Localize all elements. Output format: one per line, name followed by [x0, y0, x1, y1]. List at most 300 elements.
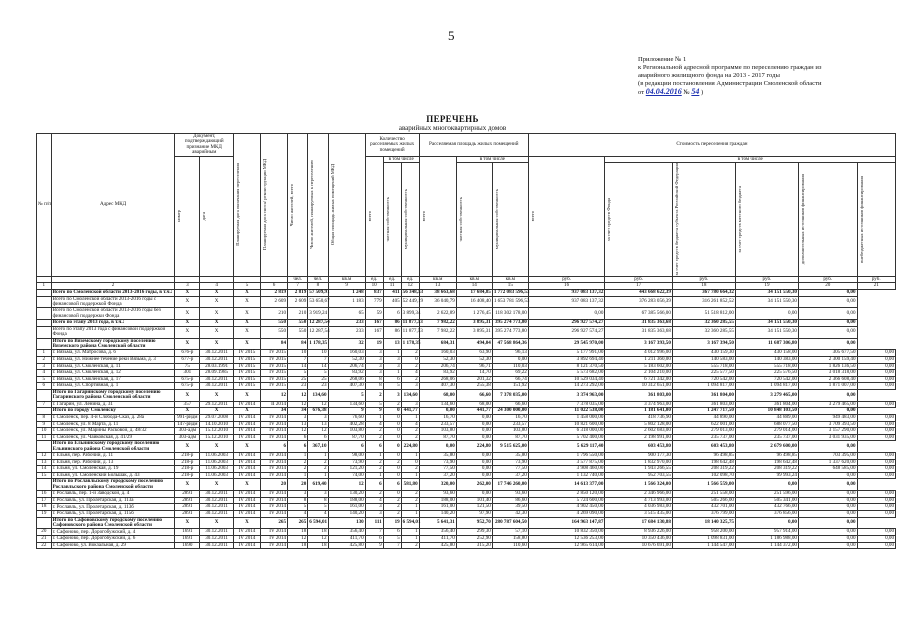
- table-cell: 224,80: [456, 441, 492, 453]
- table-cell: 320,00: [419, 479, 456, 491]
- column-number-cell: 1: [37, 283, 52, 290]
- table-cell: X: [233, 441, 260, 453]
- table-cell: 8: [37, 414, 52, 421]
- table-cell: 3: [401, 401, 419, 408]
- table-cell: 198 642,48: [672, 459, 735, 466]
- table-cell: 0,00: [456, 414, 492, 421]
- table-cell: 1: [401, 511, 419, 518]
- table-cell: 3 577 875,00: [528, 459, 605, 466]
- address-cell: г. Ельня, ул. Смоленская, д. 19: [51, 466, 175, 473]
- table-cell: 3: [365, 504, 383, 511]
- table-cell: 12 287,54: [308, 326, 328, 338]
- table-cell: 14 273 292,00: [528, 383, 605, 390]
- table-cell: 6: [383, 376, 401, 383]
- table-cell: 356,40: [328, 529, 365, 536]
- table-cell: 2: [401, 434, 419, 441]
- table-cell: 99 993,24: [735, 472, 798, 479]
- address-cell: Итого по Сафоновскому городскому поселению Сафоновского района Смоленской области: [51, 517, 175, 529]
- address-cell: г. Сафоново, пер. Дорогобужский, д. 6: [51, 536, 175, 543]
- table-cell: 3: [365, 350, 383, 357]
- table-cell: 6: [383, 529, 401, 536]
- table-cell: 357: [175, 401, 200, 408]
- address-cell: г. Вязьма, ул. Матросова, д. 6: [51, 350, 175, 357]
- table-cell: 0,00: [798, 497, 857, 504]
- table-cell: 1 796 550,00: [528, 453, 605, 460]
- table-cell: IV 2015: [261, 383, 288, 390]
- table-cell: IV 2014: [233, 453, 260, 460]
- table-cell: 24 300 000,00: [492, 408, 528, 415]
- address-cell: г. Рославль, ул. Пролетарская, д. 115б: [51, 511, 175, 518]
- table-cell: 96,71: [456, 363, 492, 370]
- table-cell: 3 279 465,00: [798, 401, 857, 408]
- table-cell: [37, 289, 52, 296]
- table-cell: 84: [261, 338, 288, 350]
- table-cell: 18: [37, 504, 52, 511]
- table-cell: 10 821 600,00: [528, 421, 605, 428]
- appendix-line-5: [638, 88, 900, 97]
- table-cell: 36 040,79: [419, 296, 456, 308]
- table-cell: 21: [37, 536, 52, 543]
- table-cell: 316 261 852,52: [672, 296, 735, 308]
- table-cell: 2: [401, 491, 419, 498]
- table-row: [37, 466, 896, 473]
- header-area-private: частная собственность: [456, 163, 492, 277]
- table-cell: 411: [383, 289, 401, 296]
- table-cell: [37, 441, 52, 453]
- table-cell: 1: [401, 472, 419, 479]
- table-row: [37, 421, 896, 428]
- table-cell: 7: [308, 356, 328, 363]
- table-cell: 206,74: [328, 363, 365, 370]
- table-cell: 32 360 285,55: [672, 320, 735, 327]
- table-cell: 2: [365, 459, 383, 466]
- column-number-cell: 7: [288, 283, 308, 290]
- appendix-number: 54: [691, 87, 700, 97]
- table-cell: IV 2014: [233, 466, 260, 473]
- table-cell: 3: [308, 414, 328, 421]
- table-cell: 1 183: [328, 296, 365, 308]
- table-cell: 10: [288, 350, 308, 357]
- table-cell: IV 2014: [261, 421, 288, 428]
- table-cell: 20: [37, 529, 52, 536]
- table-cell: 235 737,00: [672, 434, 735, 441]
- table-cell: 19: [383, 517, 401, 529]
- appendix-date: 04.04.2016: [645, 87, 682, 97]
- table-cell: 305 677,50: [798, 350, 857, 357]
- table-cell: 73,90: [492, 459, 528, 466]
- table-cell: 74,00: [328, 472, 365, 479]
- table-cell: 8 936 226,00: [605, 529, 673, 536]
- table-cell: 2 850 120,00: [528, 491, 605, 498]
- table-cell: IV 2015: [233, 350, 260, 357]
- table-cell: 210: [261, 308, 288, 320]
- header-qty-municipal: муниципальная собственность: [401, 163, 419, 277]
- table-cell: 299,30: [456, 529, 492, 536]
- table-cell: 1 186 988,00: [735, 536, 798, 543]
- table-cell: 361 804,00: [735, 401, 798, 408]
- table-cell: 3 018 318,00: [798, 370, 857, 377]
- table-cell: 958 200,00: [672, 529, 735, 536]
- table-cell: 622 001,00: [672, 421, 735, 428]
- table-cell: 1691: [175, 529, 200, 536]
- table-cell: 10 832 350,00: [528, 529, 605, 536]
- table-cell: 12 287,54: [309, 319, 330, 326]
- table-cell: 0: [383, 408, 401, 415]
- table-cell: 505 341,00: [735, 497, 798, 504]
- table-cell: 134,60: [401, 389, 419, 401]
- address-cell: г. Вязьма, ул. Нижнее течение реки Вязьма, д. 3: [51, 356, 175, 363]
- summary-row: [37, 389, 896, 401]
- table-cell: 22: [37, 542, 52, 549]
- table-cell: 16 408,40: [456, 296, 492, 308]
- table-cell: 265: [261, 517, 288, 529]
- table-cell: 5 641,31: [419, 517, 456, 529]
- table-cell: 68,00: [419, 389, 456, 401]
- address-cell: Всего по этапу 2013 года с финансовой поддержкой Фонда: [51, 326, 175, 338]
- address-cell: г. Смоленск, ул. Чайковская, д. 41/29: [51, 434, 175, 441]
- table-cell: 68,00: [456, 401, 492, 408]
- table-cell: X: [175, 389, 200, 401]
- table-cell: 411,70: [328, 536, 365, 543]
- table-cell: II 2014: [261, 401, 288, 408]
- unit-cell: ед.: [401, 276, 419, 283]
- table-cell: 13: [288, 421, 308, 428]
- table-cell: 367,10: [308, 441, 328, 453]
- table-cell: 0,00: [857, 370, 896, 377]
- table-cell: 1 566 559,00: [672, 479, 735, 491]
- document-subtitle: аварийных многоквартирных домов: [398, 124, 507, 132]
- table-cell: IV 2014: [261, 529, 288, 536]
- table-cell: 3: [383, 356, 401, 363]
- table-cell: 361 804,00: [672, 389, 735, 401]
- table-row: [37, 511, 896, 518]
- table-cell: 17 684 130,88: [605, 517, 673, 529]
- table-cell: 57 509,91: [309, 288, 330, 295]
- table-cell: 5 802 128,00: [605, 421, 673, 428]
- table-cell: 30.12.2011: [200, 542, 234, 549]
- table-cell: 0,00: [857, 511, 896, 518]
- table-cell: 140,20: [419, 511, 456, 518]
- table-cell: IV 2014: [233, 497, 260, 504]
- table-cell: 4: [288, 511, 308, 518]
- table-cell: 0,00: [735, 479, 798, 491]
- table-cell: IV 2014: [261, 504, 288, 511]
- table-cell: 35,80: [419, 453, 456, 460]
- table-cell: 11.06.2003: [200, 472, 234, 479]
- table-cell: IV 2014: [261, 472, 288, 479]
- table-cell: 2: [288, 466, 308, 473]
- table-cell: 8 121 370,50: [528, 363, 605, 370]
- header-regional-budget: за счет средств бюджета субъекта Российской Федерации: [672, 163, 735, 277]
- table-cell: 98,00: [328, 453, 365, 460]
- table-row: [37, 472, 896, 479]
- table-cell: 30.12.2011: [200, 491, 234, 498]
- table-cell: 441,77: [401, 408, 419, 415]
- table-cell: 188,00: [419, 497, 456, 504]
- address-cell: г. Вязьма, ул. Смоленская, д. 11: [51, 363, 175, 370]
- table-cell: 12 536 253,00: [528, 536, 605, 543]
- table-cell: 25: [288, 376, 308, 383]
- unit-cell: чел.: [288, 276, 308, 283]
- table-cell: 255,38: [456, 383, 492, 390]
- header-local-budget: за счет средств местного бюджета: [735, 163, 798, 277]
- table-cell: 7 982,22: [419, 326, 456, 338]
- table-cell: 1 181 641,00: [605, 408, 673, 415]
- table-cell: 39,50: [492, 504, 528, 511]
- table-cell: 675-р: [175, 383, 200, 390]
- table-cell: 2: [365, 434, 383, 441]
- table-cell: 53 650,67: [308, 296, 328, 308]
- table-cell: 12 965 614,00: [528, 542, 605, 549]
- table-cell: 1 211 360,00: [605, 356, 673, 363]
- table-cell: 11.06.2003: [200, 459, 234, 466]
- table-cell: IV 2015: [233, 356, 260, 363]
- table-cell: 11 877,53: [402, 319, 423, 326]
- address-cell: Итого по Гагаринскому городскому поселению Гагаринского района Смоленской области: [51, 389, 175, 401]
- table-cell: 3 374 963,00: [605, 401, 673, 408]
- table-cell: 3: [37, 363, 52, 370]
- header-address: Адрес МКД: [51, 134, 175, 277]
- table-cell: 4 713 993,00: [605, 497, 673, 504]
- table-cell: 0,00: [798, 441, 857, 453]
- table-cell: 0,00: [857, 536, 896, 543]
- table-cell: 0,00: [798, 296, 857, 308]
- address-cell: г. Смоленск, ул. Марины Расковой, д. 48/32: [51, 428, 175, 435]
- table-row: [37, 376, 896, 383]
- table-cell: 10 312 651,00: [605, 383, 673, 390]
- table-cell: 2: [383, 401, 401, 408]
- table-cell: X: [175, 308, 200, 320]
- table-cell: 17 684,85: [456, 289, 492, 296]
- table-cell: 5: [288, 504, 308, 511]
- table-cell: 430 159,30: [672, 350, 735, 357]
- table-cell: 2891: [175, 491, 200, 498]
- unit-cell: кв.м: [328, 276, 365, 283]
- table-cell: 12: [308, 401, 328, 408]
- table-cell: 0,00: [798, 542, 857, 549]
- table-cell: 13: [308, 421, 328, 428]
- table-cell: 5: [365, 401, 383, 408]
- table-cell: [37, 389, 52, 401]
- table-cell: 0,00: [857, 414, 896, 421]
- table-cell: 77,50: [419, 466, 456, 473]
- table-cell: 201,32: [456, 376, 492, 383]
- table-cell: 6 594,01: [401, 517, 419, 529]
- table-cell: 376 799,00: [672, 511, 735, 518]
- table-cell: 0,00: [528, 308, 605, 320]
- table-cell: 0,00: [419, 441, 456, 453]
- table-cell: 110,03: [492, 363, 528, 370]
- table-cell: X: [233, 296, 260, 308]
- table-cell: 158,80: [492, 536, 528, 543]
- table-cell: 3 515 435,00: [605, 511, 673, 518]
- header-residents-total: Число жителей, всего: [288, 134, 308, 277]
- table-cell: 15: [37, 472, 52, 479]
- table-cell: 1: [401, 504, 419, 511]
- table-cell: 1 247 717,50: [672, 408, 735, 415]
- table-cell: 6: [365, 536, 383, 543]
- table-cell: IV 2014: [233, 536, 260, 543]
- table-cell: 0,00: [456, 491, 492, 498]
- table-cell: 619,40: [308, 479, 328, 491]
- header-qty-private: частная собственность: [383, 163, 401, 277]
- table-cell: 160,03: [328, 350, 365, 357]
- table-cell: 6: [365, 441, 383, 453]
- summary-row: [37, 479, 896, 491]
- table-cell: 356,40: [419, 529, 456, 536]
- table-cell: 0,00: [798, 529, 857, 536]
- table-cell: 0,00: [735, 308, 798, 320]
- table-row: [37, 296, 896, 308]
- table-cell: 121,20: [328, 466, 365, 473]
- table-cell: 432 766,00: [735, 504, 798, 511]
- table-cell: 0,00: [857, 472, 896, 479]
- table-cell: 407,30: [328, 383, 365, 390]
- table-cell: 252,90: [456, 536, 492, 543]
- table-cell: 6: [383, 308, 401, 320]
- table-cell: 14: [308, 363, 328, 370]
- table-cell: IV 2014: [261, 542, 288, 549]
- table-cell: 2891: [175, 504, 200, 511]
- table-cell: 4 269 090,00: [528, 511, 605, 518]
- header-doc-date: дата: [200, 156, 234, 276]
- table-cell: X: [233, 338, 260, 350]
- table-cell: IV 2014: [233, 459, 260, 466]
- table-cell: 0,00: [857, 350, 896, 357]
- table-cell: 1: [308, 472, 328, 479]
- table-cell: 494,04: [456, 338, 492, 350]
- table-cell: 279 013,00: [672, 428, 735, 435]
- appendix-line-3: аварийного жилищного фонда на 2013 - 2017 годы: [638, 72, 780, 80]
- table-cell: 361 803,00: [672, 401, 735, 408]
- table-cell: 0,00: [857, 356, 896, 363]
- table-cell: 5: [37, 376, 52, 383]
- table-cell: 38 663,68: [419, 289, 456, 296]
- table-cell: 0,00: [456, 466, 492, 473]
- table-cell: 2: [401, 363, 419, 370]
- table-cell: 30.12.2011: [200, 350, 234, 357]
- address-cell: Всего по Смоленской области 2013-2016 годы, в т.ч.:: [51, 289, 175, 296]
- table-cell: 1: [365, 453, 383, 460]
- page-number: 5: [448, 28, 455, 43]
- table-cell: IV 2015: [261, 363, 288, 370]
- table-cell: 13: [383, 338, 401, 350]
- table-cell: 1690: [175, 542, 200, 549]
- table-cell: 52 449,19: [401, 296, 419, 308]
- address-cell: г. Вязьма, ул. Спортивная, д. 1: [51, 383, 175, 390]
- column-number-cell: 18: [672, 283, 735, 290]
- unit-cell: чел.: [308, 276, 328, 283]
- table-cell: 0: [383, 466, 401, 473]
- table-cell: 430 158,00: [735, 350, 798, 357]
- table-cell: 14.10.2010: [200, 421, 234, 428]
- table-cell: X: [200, 326, 234, 338]
- table-cell: 30.12.2011: [200, 504, 234, 511]
- table-cell: 208 319,22: [735, 466, 798, 473]
- header-cost: Стоимость переселения граждан: [528, 134, 895, 157]
- table-cell: 2 679 600,00: [735, 441, 798, 453]
- table-cell: 12: [288, 389, 308, 401]
- column-number-cell: 8: [308, 283, 328, 290]
- header-fund: за счет средств Фонда: [605, 163, 673, 277]
- table-cell: 3: [288, 491, 308, 498]
- table-cell: 0,00: [798, 408, 857, 415]
- table-cell: 4: [401, 370, 419, 377]
- table-row: [37, 414, 896, 421]
- table-cell: 0,00: [798, 517, 857, 529]
- table-cell: 9: [365, 542, 383, 549]
- table-cell: 96 498,85: [672, 453, 735, 460]
- table-cell: 10: [37, 428, 52, 435]
- table-cell: 1 772 083 596,53: [493, 288, 530, 295]
- table-cell: 505 266,00: [672, 497, 735, 504]
- table-cell: 0,00: [798, 479, 857, 491]
- table-row: [37, 453, 896, 460]
- table-cell: 603 453,80: [605, 441, 673, 453]
- table-cell: 30.12.2011: [200, 356, 234, 363]
- table-cell: 425,80: [328, 542, 365, 549]
- table-cell: 23: [288, 383, 308, 390]
- unit-cell: руб.: [798, 276, 857, 283]
- table-cell: 1: [288, 472, 308, 479]
- table-cell: 147-рйдм: [175, 421, 200, 428]
- table-cell: 0,00: [857, 401, 896, 408]
- table-cell: 1 178,35: [401, 338, 419, 350]
- table-row: [37, 536, 896, 543]
- table-cell: 188,00: [328, 497, 365, 504]
- table-cell: 296 927 574,27: [528, 320, 605, 327]
- address-cell: г. Ельня, пер. Рабочий, д. 13: [51, 459, 175, 466]
- table-cell: 28.09.1985: [200, 370, 234, 377]
- header-quantity: Количество расселяемых жилых помещений: [365, 134, 419, 157]
- table-cell: 6: [288, 441, 308, 453]
- table-cell: 87,70: [419, 434, 456, 441]
- table-cell: IV 2015: [233, 363, 260, 370]
- unit-cell: руб.: [857, 276, 896, 283]
- table-cell: 361 803,00: [605, 389, 673, 401]
- table-cell: 0,00: [798, 338, 857, 350]
- unit-cell: кв.м: [419, 276, 456, 283]
- table-cell: 12: [328, 479, 365, 491]
- table-cell: 0,00: [798, 536, 857, 543]
- table-cell: 210: [288, 308, 308, 320]
- summary-row: [37, 517, 896, 529]
- table-cell: 367 780 664,32: [672, 289, 735, 296]
- table-cell: 16: [37, 491, 52, 498]
- table-row: [37, 350, 896, 357]
- table-cell: 2: [37, 356, 52, 363]
- table-cell: 30.12.2011: [200, 536, 234, 543]
- header-area-incl: в том числе: [456, 156, 528, 163]
- table-cell: 3: [383, 363, 401, 370]
- table-cell: 395 274 773,80: [492, 320, 528, 327]
- table-cell: 11 022 538,00: [528, 408, 605, 415]
- table-cell: 2891: [175, 497, 200, 504]
- table-cell: 18 140 325,75: [672, 517, 735, 529]
- table-cell: X: [175, 338, 200, 350]
- table-cell: 5: [383, 383, 401, 390]
- table-cell: 2: [308, 466, 328, 473]
- table-cell: [37, 320, 52, 327]
- table-cell: 3 031 935,00: [798, 434, 857, 441]
- summary-row: [37, 320, 896, 327]
- table-header: [37, 134, 896, 290]
- table-cell: [37, 296, 52, 308]
- table-cell: 3: [401, 383, 419, 390]
- table-cell: 1 178,35: [308, 338, 328, 350]
- table-cell: IV 2014: [261, 466, 288, 473]
- table-cell: 0: [401, 356, 419, 363]
